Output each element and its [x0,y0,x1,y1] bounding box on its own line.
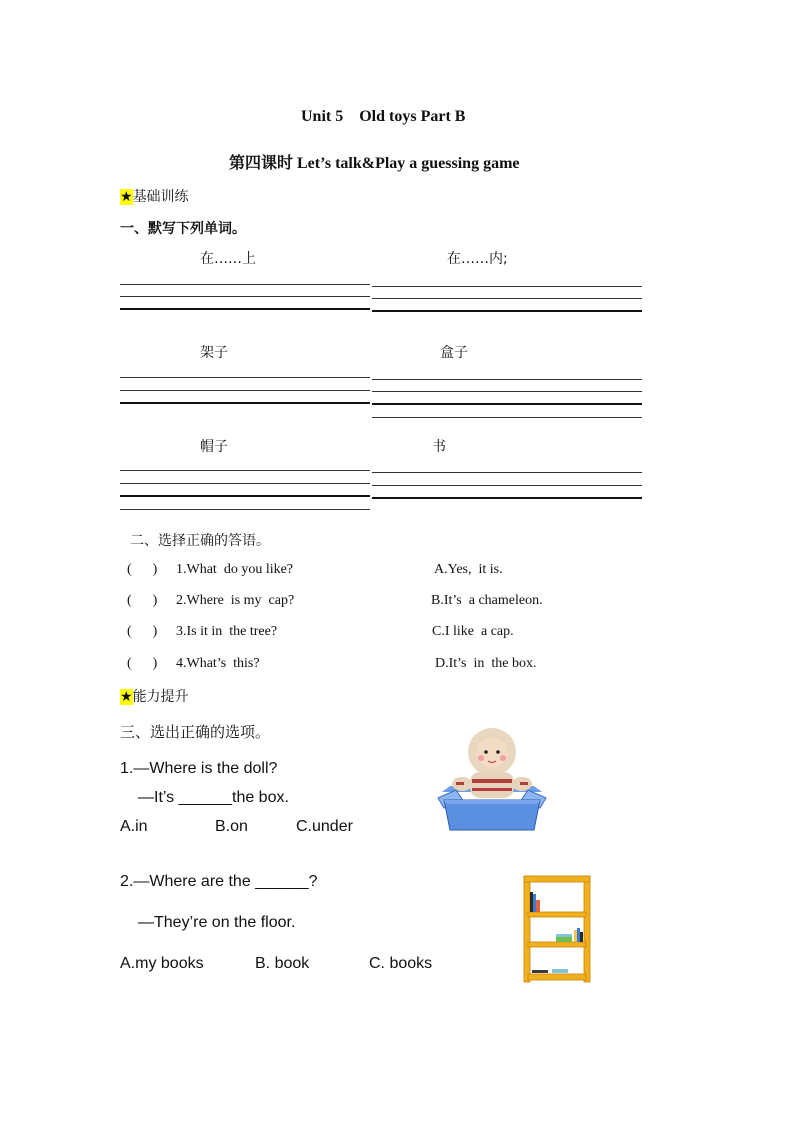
q2-paren[interactable]: ( ) [127,562,158,577]
writing-line [120,390,370,391]
word-prompt-shelf: 架子 [200,345,228,361]
writing-line [120,509,370,510]
s3-q2-option-a[interactable]: A.my books [120,955,204,972]
q2-question: 2.Where is my cap? [176,593,295,608]
star-icon: ★ [120,689,133,705]
ability-label [120,686,189,706]
s3-q2-reply: —They’re on the floor. [138,914,296,931]
s3-q1-option-b[interactable]: B.on [215,818,248,835]
q2-answer: C.I like a cap. [432,624,514,639]
writing-line [372,472,642,473]
writing-line [372,298,642,299]
word-prompt-box: 盒子 [440,345,468,361]
doll-in-box-image [434,724,550,832]
q2-answer: D.It’s in the box. [435,656,537,671]
s3-q1-option-a[interactable]: A.in [120,818,148,835]
s3-q2-option-c[interactable]: C. books [369,955,433,972]
q2-question: 1.What do you like? [176,562,294,577]
writing-line [372,286,642,287]
writing-line [120,377,370,378]
s3-q2-option-b[interactable]: B. book [255,955,310,972]
s3-q1-option-c[interactable]: C.under [296,818,353,835]
lesson-title [229,150,520,173]
writing-line [372,417,642,418]
writing-line [120,470,370,471]
writing-line [372,310,642,312]
word-prompt-book: 书 [432,439,446,455]
writing-line [120,495,370,497]
q2-paren[interactable]: ( ) [127,593,158,608]
writing-line [372,485,642,486]
writing-line [372,391,642,392]
s3-q1-reply: —It’s ______the box. [138,789,289,806]
s3-q2-question: 2.—Where are the ______? [120,873,318,890]
writing-line [372,379,642,380]
word-prompt-on: 在……上 [200,251,256,267]
writing-line [120,296,370,297]
writing-line [372,497,642,499]
star-icon: ★ [120,189,133,205]
q2-question: 3.Is it in the tree? [176,624,278,639]
s3-q1-question: 1.—Where is the doll? [120,760,278,777]
lesson-title-text: 第四课时 Let’s talk&Play a guessing game [229,155,520,172]
q2-paren[interactable]: ( ) [127,656,158,671]
q2-answer: A.Yes, it is. [434,562,503,577]
writing-line [120,308,370,310]
writing-line [120,402,370,404]
section2-heading: 二、选择正确的答语。 [130,533,270,549]
bookshelf-image [520,874,594,984]
q2-answer: B.It’s a chameleon. [431,593,543,608]
q2-question: 4.What’s this? [176,656,260,671]
word-prompt-hat: 帽子 [200,439,228,455]
q2-paren[interactable]: ( ) [127,624,158,639]
basic-training-text: 基础训练 [132,189,189,205]
section1-heading: 一、默写下列单词。 [120,221,246,237]
ability-text: 能力提升 [132,689,189,705]
section3-heading: 三、选出正确的选项。 [120,723,271,741]
writing-line [120,284,370,285]
writing-line [120,483,370,484]
basic-training-label [120,186,189,206]
word-prompt-in: 在……内; [447,251,508,267]
unit-title: Unit 5 Old toys Part B [301,108,466,125]
writing-line [372,403,642,405]
